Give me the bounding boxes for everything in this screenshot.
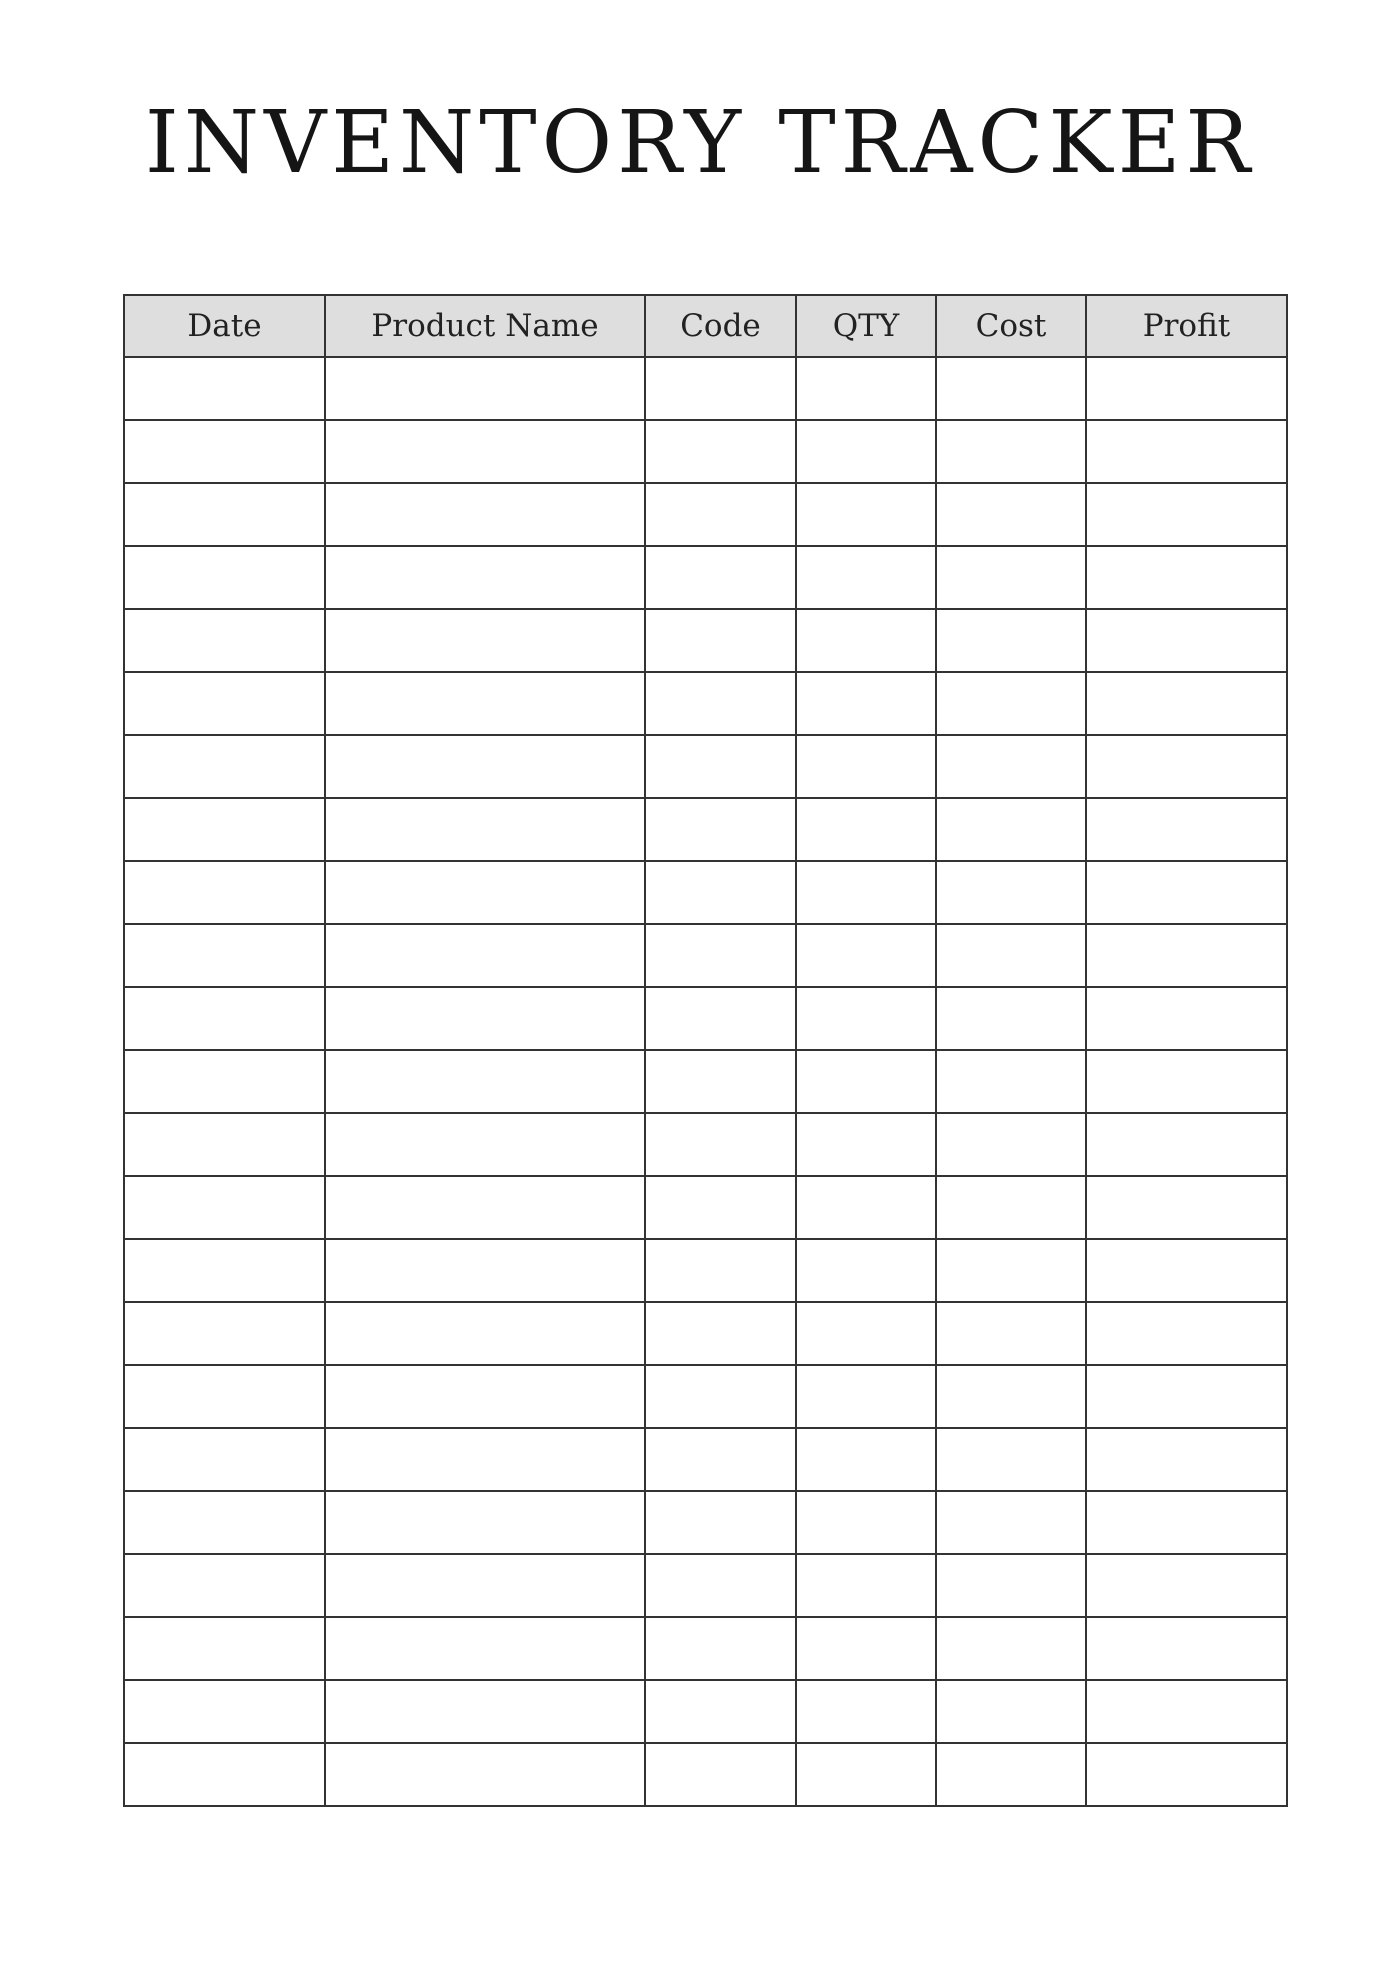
cell-product-name[interactable] xyxy=(325,798,645,861)
table-row xyxy=(124,672,1287,735)
cell-product-name[interactable] xyxy=(325,735,645,798)
cell-date[interactable] xyxy=(124,1428,325,1491)
cell-qty[interactable] xyxy=(796,672,936,735)
table-row xyxy=(124,420,1287,483)
cell-code[interactable] xyxy=(645,1491,796,1554)
page-title: INVENTORY TRACKER xyxy=(144,93,1256,193)
cell-cost[interactable] xyxy=(936,987,1086,1050)
table-row xyxy=(124,1176,1287,1239)
cell-cost[interactable] xyxy=(936,357,1086,420)
cell-cost[interactable] xyxy=(936,1743,1086,1806)
cell-qty[interactable] xyxy=(796,1239,936,1302)
cell-profit[interactable] xyxy=(1086,1743,1287,1806)
cell-code[interactable] xyxy=(645,798,796,861)
cell-cost[interactable] xyxy=(936,1680,1086,1743)
cell-code[interactable] xyxy=(645,609,796,672)
cell-code[interactable] xyxy=(645,1554,796,1617)
cell-product-name[interactable] xyxy=(325,1743,645,1806)
table-body xyxy=(124,357,1287,1806)
cell-date[interactable] xyxy=(124,1302,325,1365)
table-row xyxy=(124,483,1287,546)
cell-profit[interactable] xyxy=(1086,1302,1287,1365)
cell-date[interactable] xyxy=(124,924,325,987)
table-row xyxy=(124,1617,1287,1680)
cell-cost[interactable] xyxy=(936,609,1086,672)
cell-product-name[interactable] xyxy=(325,1554,645,1617)
cell-product-name[interactable] xyxy=(325,1617,645,1680)
cell-profit[interactable] xyxy=(1086,1428,1287,1491)
table-row xyxy=(124,987,1287,1050)
cell-profit[interactable] xyxy=(1086,924,1287,987)
cell-date[interactable] xyxy=(124,672,325,735)
table-row xyxy=(124,1428,1287,1491)
cell-cost[interactable] xyxy=(936,1050,1086,1113)
cell-qty[interactable] xyxy=(796,987,936,1050)
cell-code[interactable] xyxy=(645,924,796,987)
inventory-table xyxy=(123,294,1288,1807)
table-row xyxy=(124,798,1287,861)
table-row xyxy=(124,1239,1287,1302)
cell-code[interactable] xyxy=(645,1113,796,1176)
cell-date[interactable] xyxy=(124,420,325,483)
cell-cost[interactable] xyxy=(936,483,1086,546)
table-row xyxy=(124,1302,1287,1365)
cell-date[interactable] xyxy=(124,483,325,546)
column-header-cost: Cost xyxy=(936,295,1086,357)
cell-profit[interactable] xyxy=(1086,861,1287,924)
table-row xyxy=(124,609,1287,672)
cell-profit[interactable] xyxy=(1086,1113,1287,1176)
cell-code[interactable] xyxy=(645,483,796,546)
cell-code[interactable] xyxy=(645,1743,796,1806)
cell-date[interactable] xyxy=(124,861,325,924)
cell-product-name[interactable] xyxy=(325,1050,645,1113)
cell-cost[interactable] xyxy=(936,1554,1086,1617)
column-header-date: Date xyxy=(124,295,325,357)
cell-code[interactable] xyxy=(645,1428,796,1491)
cell-code[interactable] xyxy=(645,1617,796,1680)
cell-date[interactable] xyxy=(124,1680,325,1743)
table-row xyxy=(124,1680,1287,1743)
table-row xyxy=(124,1743,1287,1806)
cell-qty[interactable] xyxy=(796,1491,936,1554)
cell-profit[interactable] xyxy=(1086,357,1287,420)
cell-code[interactable] xyxy=(645,1050,796,1113)
cell-qty[interactable] xyxy=(796,420,936,483)
cell-code[interactable] xyxy=(645,1680,796,1743)
cell-product-name[interactable] xyxy=(325,1365,645,1428)
cell-date[interactable] xyxy=(124,1554,325,1617)
cell-product-name[interactable] xyxy=(325,1113,645,1176)
cell-qty[interactable] xyxy=(796,861,936,924)
cell-qty[interactable] xyxy=(796,1050,936,1113)
cell-date[interactable] xyxy=(124,798,325,861)
cell-profit[interactable] xyxy=(1086,1680,1287,1743)
cell-profit[interactable] xyxy=(1086,1050,1287,1113)
cell-qty[interactable] xyxy=(796,1302,936,1365)
cell-qty[interactable] xyxy=(796,798,936,861)
cell-profit[interactable] xyxy=(1086,987,1287,1050)
cell-code[interactable] xyxy=(645,1176,796,1239)
cell-profit[interactable] xyxy=(1086,420,1287,483)
cell-date[interactable] xyxy=(124,1491,325,1554)
cell-date[interactable] xyxy=(124,357,325,420)
cell-code[interactable] xyxy=(645,420,796,483)
cell-product-name[interactable] xyxy=(325,1491,645,1554)
column-header-code: Code xyxy=(645,295,796,357)
cell-qty[interactable] xyxy=(796,1743,936,1806)
cell-profit[interactable] xyxy=(1086,1491,1287,1554)
cell-cost[interactable] xyxy=(936,546,1086,609)
cell-code[interactable] xyxy=(645,546,796,609)
cell-cost[interactable] xyxy=(936,1617,1086,1680)
cell-product-name[interactable] xyxy=(325,672,645,735)
cell-cost[interactable] xyxy=(936,798,1086,861)
cell-profit[interactable] xyxy=(1086,483,1287,546)
cell-profit[interactable] xyxy=(1086,798,1287,861)
cell-qty[interactable] xyxy=(796,609,936,672)
cell-cost[interactable] xyxy=(936,1113,1086,1176)
cell-date[interactable] xyxy=(124,1050,325,1113)
cell-product-name[interactable] xyxy=(325,1176,645,1239)
table-header xyxy=(124,295,1287,357)
cell-profit[interactable] xyxy=(1086,1554,1287,1617)
cell-date[interactable] xyxy=(124,1365,325,1428)
cell-code[interactable] xyxy=(645,672,796,735)
cell-cost[interactable] xyxy=(936,1491,1086,1554)
table-row xyxy=(124,1491,1287,1554)
cell-product-name[interactable] xyxy=(325,1680,645,1743)
header-row xyxy=(124,295,1287,357)
column-header-qty: QTY xyxy=(796,295,936,357)
cell-cost[interactable] xyxy=(936,861,1086,924)
cell-profit[interactable] xyxy=(1086,1617,1287,1680)
cell-date[interactable] xyxy=(124,735,325,798)
table-row xyxy=(124,1365,1287,1428)
cell-cost[interactable] xyxy=(936,1302,1086,1365)
cell-date[interactable] xyxy=(124,1239,325,1302)
cell-qty[interactable] xyxy=(796,1554,936,1617)
cell-profit[interactable] xyxy=(1086,735,1287,798)
cell-qty[interactable] xyxy=(796,1680,936,1743)
column-header-profit: Profit xyxy=(1086,295,1287,357)
cell-product-name[interactable] xyxy=(325,609,645,672)
cell-profit[interactable] xyxy=(1086,1239,1287,1302)
cell-code[interactable] xyxy=(645,1365,796,1428)
cell-product-name[interactable] xyxy=(325,420,645,483)
cell-profit[interactable] xyxy=(1086,672,1287,735)
cell-cost[interactable] xyxy=(936,420,1086,483)
cell-code[interactable] xyxy=(645,357,796,420)
cell-product-name[interactable] xyxy=(325,1239,645,1302)
cell-product-name[interactable] xyxy=(325,546,645,609)
cell-date[interactable] xyxy=(124,1113,325,1176)
cell-date[interactable] xyxy=(124,546,325,609)
cell-date[interactable] xyxy=(124,987,325,1050)
cell-qty[interactable] xyxy=(796,1428,936,1491)
cell-cost[interactable] xyxy=(936,1239,1086,1302)
cell-product-name[interactable] xyxy=(325,861,645,924)
cell-date[interactable] xyxy=(124,1176,325,1239)
cell-profit[interactable] xyxy=(1086,609,1287,672)
cell-profit[interactable] xyxy=(1086,546,1287,609)
cell-qty[interactable] xyxy=(796,546,936,609)
cell-qty[interactable] xyxy=(796,483,936,546)
cell-date[interactable] xyxy=(124,1743,325,1806)
cell-product-name[interactable] xyxy=(325,924,645,987)
table-row xyxy=(124,861,1287,924)
table-row xyxy=(124,1113,1287,1176)
column-header-product-name: Product Name xyxy=(325,295,645,357)
cell-code[interactable] xyxy=(645,735,796,798)
cell-product-name[interactable] xyxy=(325,357,645,420)
cell-qty[interactable] xyxy=(796,357,936,420)
cell-date[interactable] xyxy=(124,1617,325,1680)
cell-qty[interactable] xyxy=(796,1365,936,1428)
cell-profit[interactable] xyxy=(1086,1176,1287,1239)
cell-cost[interactable] xyxy=(936,924,1086,987)
cell-product-name[interactable] xyxy=(325,1302,645,1365)
table-row xyxy=(124,1050,1287,1113)
cell-profit[interactable] xyxy=(1086,1365,1287,1428)
cell-cost[interactable] xyxy=(936,672,1086,735)
cell-code[interactable] xyxy=(645,1239,796,1302)
cell-qty[interactable] xyxy=(796,1176,936,1239)
cell-qty[interactable] xyxy=(796,735,936,798)
cell-code[interactable] xyxy=(645,861,796,924)
cell-product-name[interactable] xyxy=(325,1428,645,1491)
table-row xyxy=(124,924,1287,987)
cell-code[interactable] xyxy=(645,1302,796,1365)
cell-product-name[interactable] xyxy=(325,987,645,1050)
table-row xyxy=(124,1554,1287,1617)
table-row xyxy=(124,357,1287,420)
table-row xyxy=(124,735,1287,798)
cell-cost[interactable] xyxy=(936,1365,1086,1428)
cell-cost[interactable] xyxy=(936,1428,1086,1491)
cell-date[interactable] xyxy=(124,609,325,672)
cell-qty[interactable] xyxy=(796,1617,936,1680)
cell-qty[interactable] xyxy=(796,1113,936,1176)
table-row xyxy=(124,546,1287,609)
cell-cost[interactable] xyxy=(936,735,1086,798)
cell-qty[interactable] xyxy=(796,924,936,987)
cell-product-name[interactable] xyxy=(325,483,645,546)
cell-code[interactable] xyxy=(645,987,796,1050)
cell-cost[interactable] xyxy=(936,1176,1086,1239)
